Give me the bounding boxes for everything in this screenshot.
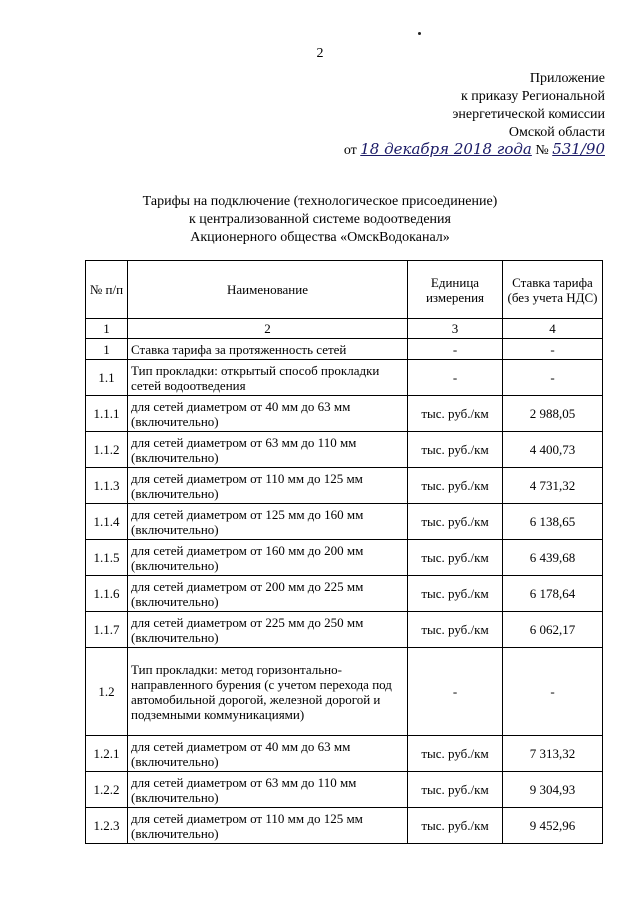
row-rate: 9 452,96 xyxy=(503,808,603,844)
header-unit: Единица измерения xyxy=(408,261,503,319)
row-name: для сетей диаметром от 125 мм до 160 мм (включительно) xyxy=(128,504,408,540)
from-label: от xyxy=(343,143,357,158)
table-row xyxy=(86,648,603,736)
row-unit: - xyxy=(408,648,503,736)
row-rate: 6 178,64 xyxy=(503,576,603,612)
row-num: 1.1 xyxy=(86,360,128,396)
row-num: 1.1.2 xyxy=(86,432,128,468)
appendix-block xyxy=(452,70,605,142)
row-name: для сетей диаметром от 200 мм до 225 мм (включительно) xyxy=(128,576,408,612)
table-row xyxy=(86,432,603,468)
row-rate: - xyxy=(503,360,603,396)
row-unit: тыс. руб./км xyxy=(408,736,503,772)
document-title xyxy=(0,193,640,247)
row-rate: - xyxy=(503,648,603,736)
row-name: для сетей диаметром от 63 мм до 110 мм (включительно) xyxy=(128,772,408,808)
row-rate: 6 062,17 xyxy=(503,612,603,648)
appendix-line-3: энергетической комиссии xyxy=(452,107,605,122)
row-unit: тыс. руб./км xyxy=(408,432,503,468)
title-line-3: Акционерного общества «ОмскВодоканал» xyxy=(190,230,450,245)
table-row xyxy=(86,396,603,432)
row-name: для сетей диаметром от 225 мм до 250 мм (включительно) xyxy=(128,612,408,648)
index-cell: 4 xyxy=(503,319,603,339)
row-num: 1.1.5 xyxy=(86,540,128,576)
appendix-line-4: Омской области xyxy=(508,125,605,140)
row-rate: 6 138,65 xyxy=(503,504,603,540)
table-row xyxy=(86,360,603,396)
order-date-number xyxy=(344,140,605,159)
row-rate: 6 439,68 xyxy=(503,540,603,576)
row-unit: тыс. руб./км xyxy=(408,576,503,612)
row-name: Ставка тарифа за протяженность сетей xyxy=(128,339,408,360)
table-row xyxy=(86,736,603,772)
table-index-row xyxy=(86,319,603,339)
appendix-line-2: к приказу Региональной xyxy=(460,89,605,104)
table-row xyxy=(86,504,603,540)
table-row xyxy=(86,339,603,360)
row-num: 1 xyxy=(86,339,128,360)
row-unit: тыс. руб./км xyxy=(408,468,503,504)
row-num: 1.1.1 xyxy=(86,396,128,432)
row-unit: - xyxy=(408,339,503,360)
row-num: 1.1.4 xyxy=(86,504,128,540)
row-name: для сетей диаметром от 110 мм до 125 мм (включительно) xyxy=(128,808,408,844)
title-line-1: Тарифы на подключение (технологическое присоединение) xyxy=(142,194,498,209)
number-label: № xyxy=(535,143,549,158)
row-unit: тыс. руб./км xyxy=(408,504,503,540)
index-cell: 3 xyxy=(408,319,503,339)
row-num: 1.2.3 xyxy=(86,808,128,844)
row-rate: 2 988,05 xyxy=(503,396,603,432)
row-rate: 4 400,73 xyxy=(503,432,603,468)
row-unit: - xyxy=(408,360,503,396)
row-num: 1.1.7 xyxy=(86,612,128,648)
row-rate: 7 313,32 xyxy=(503,736,603,772)
table-row xyxy=(86,808,603,844)
index-cell: 2 xyxy=(128,319,408,339)
handwritten-number: 531/90 xyxy=(552,140,605,158)
row-num: 1.1.3 xyxy=(86,468,128,504)
row-name: для сетей диаметром от 110 мм до 125 мм (включительно) xyxy=(128,468,408,504)
table-row xyxy=(86,772,603,808)
table-row xyxy=(86,612,603,648)
row-num: 1.1.6 xyxy=(86,576,128,612)
index-cell: 1 xyxy=(86,319,128,339)
row-name: для сетей диаметром от 40 мм до 63 мм (включительно) xyxy=(128,396,408,432)
row-num: 1.2.2 xyxy=(86,772,128,808)
row-name: для сетей диаметром от 40 мм до 63 мм (включительно) xyxy=(128,736,408,772)
table-row xyxy=(86,540,603,576)
row-unit: тыс. руб./км xyxy=(408,396,503,432)
tariff-table xyxy=(85,260,603,844)
header-rate: Ставка тарифа (без учета НДС) xyxy=(503,261,603,319)
row-num: 1.2 xyxy=(86,648,128,736)
row-unit: тыс. руб./км xyxy=(408,808,503,844)
row-unit: тыс. руб./км xyxy=(408,772,503,808)
row-rate: 4 731,32 xyxy=(503,468,603,504)
table-row xyxy=(86,468,603,504)
row-name: Тип прокладки: метод горизонтально-направленного бурения (с учетом перехода под автомобильной дорогой, железной дорогой и подземными коммуникациями) xyxy=(128,648,408,736)
header-name: Наименование xyxy=(128,261,408,319)
row-rate: 9 304,93 xyxy=(503,772,603,808)
appendix-line-1: Приложение xyxy=(529,71,605,86)
scan-dot xyxy=(418,32,421,35)
table-header-row xyxy=(86,261,603,319)
row-name: Тип прокладки: открытый способ прокладки сетей водоотведения xyxy=(128,360,408,396)
table-row xyxy=(86,576,603,612)
row-num: 1.2.1 xyxy=(86,736,128,772)
row-name: для сетей диаметром от 160 мм до 200 мм (включительно) xyxy=(128,540,408,576)
row-name: для сетей диаметром от 63 мм до 110 мм (включительно) xyxy=(128,432,408,468)
row-unit: тыс. руб./км xyxy=(408,540,503,576)
title-line-2: к централизованной системе водоотведения xyxy=(189,212,451,227)
page-number: 2 xyxy=(316,46,324,61)
handwritten-date: 18 декабря 2018 года xyxy=(360,140,532,158)
header-num: № п/п xyxy=(86,261,128,319)
row-rate: - xyxy=(503,339,603,360)
row-unit: тыс. руб./км xyxy=(408,612,503,648)
